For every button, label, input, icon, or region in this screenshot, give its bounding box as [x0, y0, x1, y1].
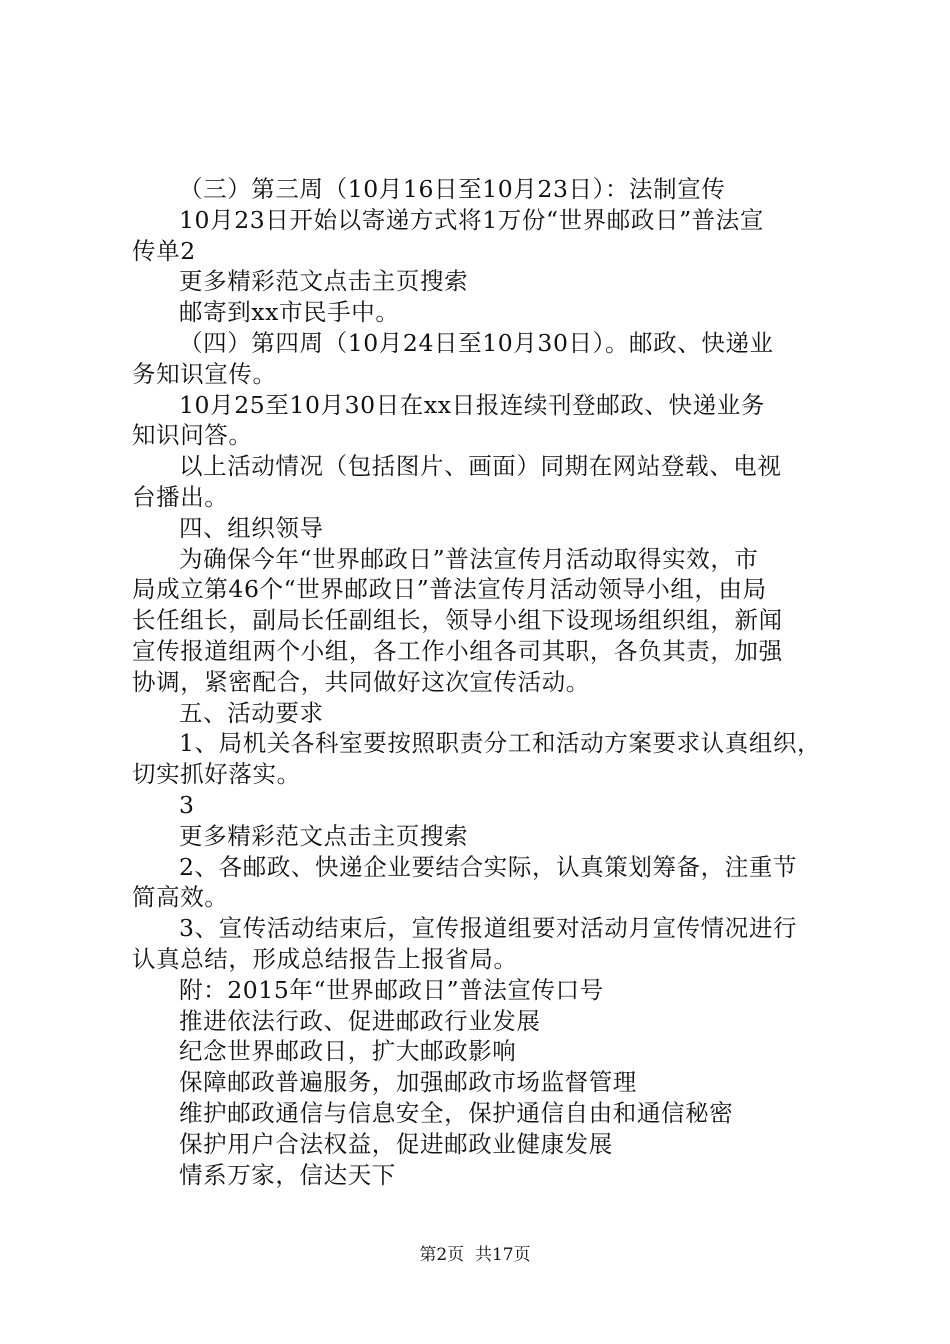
text-line: 五、活动要求 — [179, 698, 324, 727]
text-line: 宣传报道组两个小组，各工作小组各司其职，各负其责，加强 — [132, 636, 783, 665]
text-line: 以上活动情况（包括图片、画面）同期在网站登载、电视 — [179, 452, 782, 481]
text-line: 切实抓好落实。 — [132, 760, 301, 789]
text-line: 更多精彩范文点击主页搜索 — [179, 267, 469, 296]
text-line: 邮寄到xx市民手中。 — [179, 298, 400, 327]
text-line: 维护邮政通信与信息安全，保护通信自由和通信秘密 — [179, 1098, 734, 1127]
text-line: 四、组织领导 — [179, 513, 324, 542]
text-line: 3、宣传活动结束后，宣传报道组要对活动月宣传情况进行 — [179, 914, 798, 943]
text-line: 简高效。 — [132, 883, 229, 912]
text-line: 附：2015年“世界邮政日”普法宣传口号 — [179, 975, 604, 1004]
text-line: 台播出。 — [132, 482, 229, 511]
text-line: 保障邮政普遍服务，加强邮政市场监督管理 — [179, 1068, 637, 1097]
text-line: 局成立第46个“世界邮政日”普法宣传月活动领导小组，由局 — [132, 575, 767, 604]
text-line: 知识问答。 — [132, 421, 253, 450]
text-line: 1、局机关各科室要按照职责分工和活动方案要求认真组织， — [179, 729, 822, 758]
text-line: 长任组长，副局长任副组长，领导小组下设现场组织组，新闻 — [132, 606, 783, 635]
text-line: 纪念世界邮政日，扩大邮政影响 — [179, 1037, 517, 1066]
text-line: 情系万家，信达天下 — [179, 1160, 396, 1189]
text-line: 推进依法行政、促进邮政行业发展 — [179, 1006, 541, 1035]
text-line: 10月23日开始以寄递方式将1万份“世界邮政日”普法宣 — [179, 205, 764, 234]
page-footer: 第2页 共17页 — [419, 1245, 531, 1265]
text-line: 更多精彩范文点击主页搜索 — [179, 821, 469, 850]
text-line: （四）第四周（10月24日至10月30日）。邮政、快递业 — [179, 328, 774, 357]
text-line: 认真总结，形成总结报告上报省局。 — [132, 944, 518, 973]
text-line: 协调，紧密配合，共同做好这次宣传活动。 — [132, 667, 590, 696]
text-line: 传单2 — [132, 236, 196, 265]
text-line: 保护用户合法权益，促进邮政业健康发展 — [179, 1129, 613, 1158]
text-line: 2、各邮政、快递企业要结合实际，认真策划筹备，注重节 — [179, 852, 798, 881]
text-line: 10月25至10月30日在xx日报连续刊登邮政、快递业务 — [179, 390, 765, 419]
text-line: （三）第三周（10月16日至10月23日）：法制宣传 — [179, 175, 726, 203]
text-line: 为确保今年“世界邮政日”普法宣传月活动取得实效，市 — [179, 544, 759, 573]
text-line: 3 — [179, 790, 195, 819]
text-line: 务知识宣传。 — [132, 359, 277, 388]
document-body — [132, 174, 832, 1190]
